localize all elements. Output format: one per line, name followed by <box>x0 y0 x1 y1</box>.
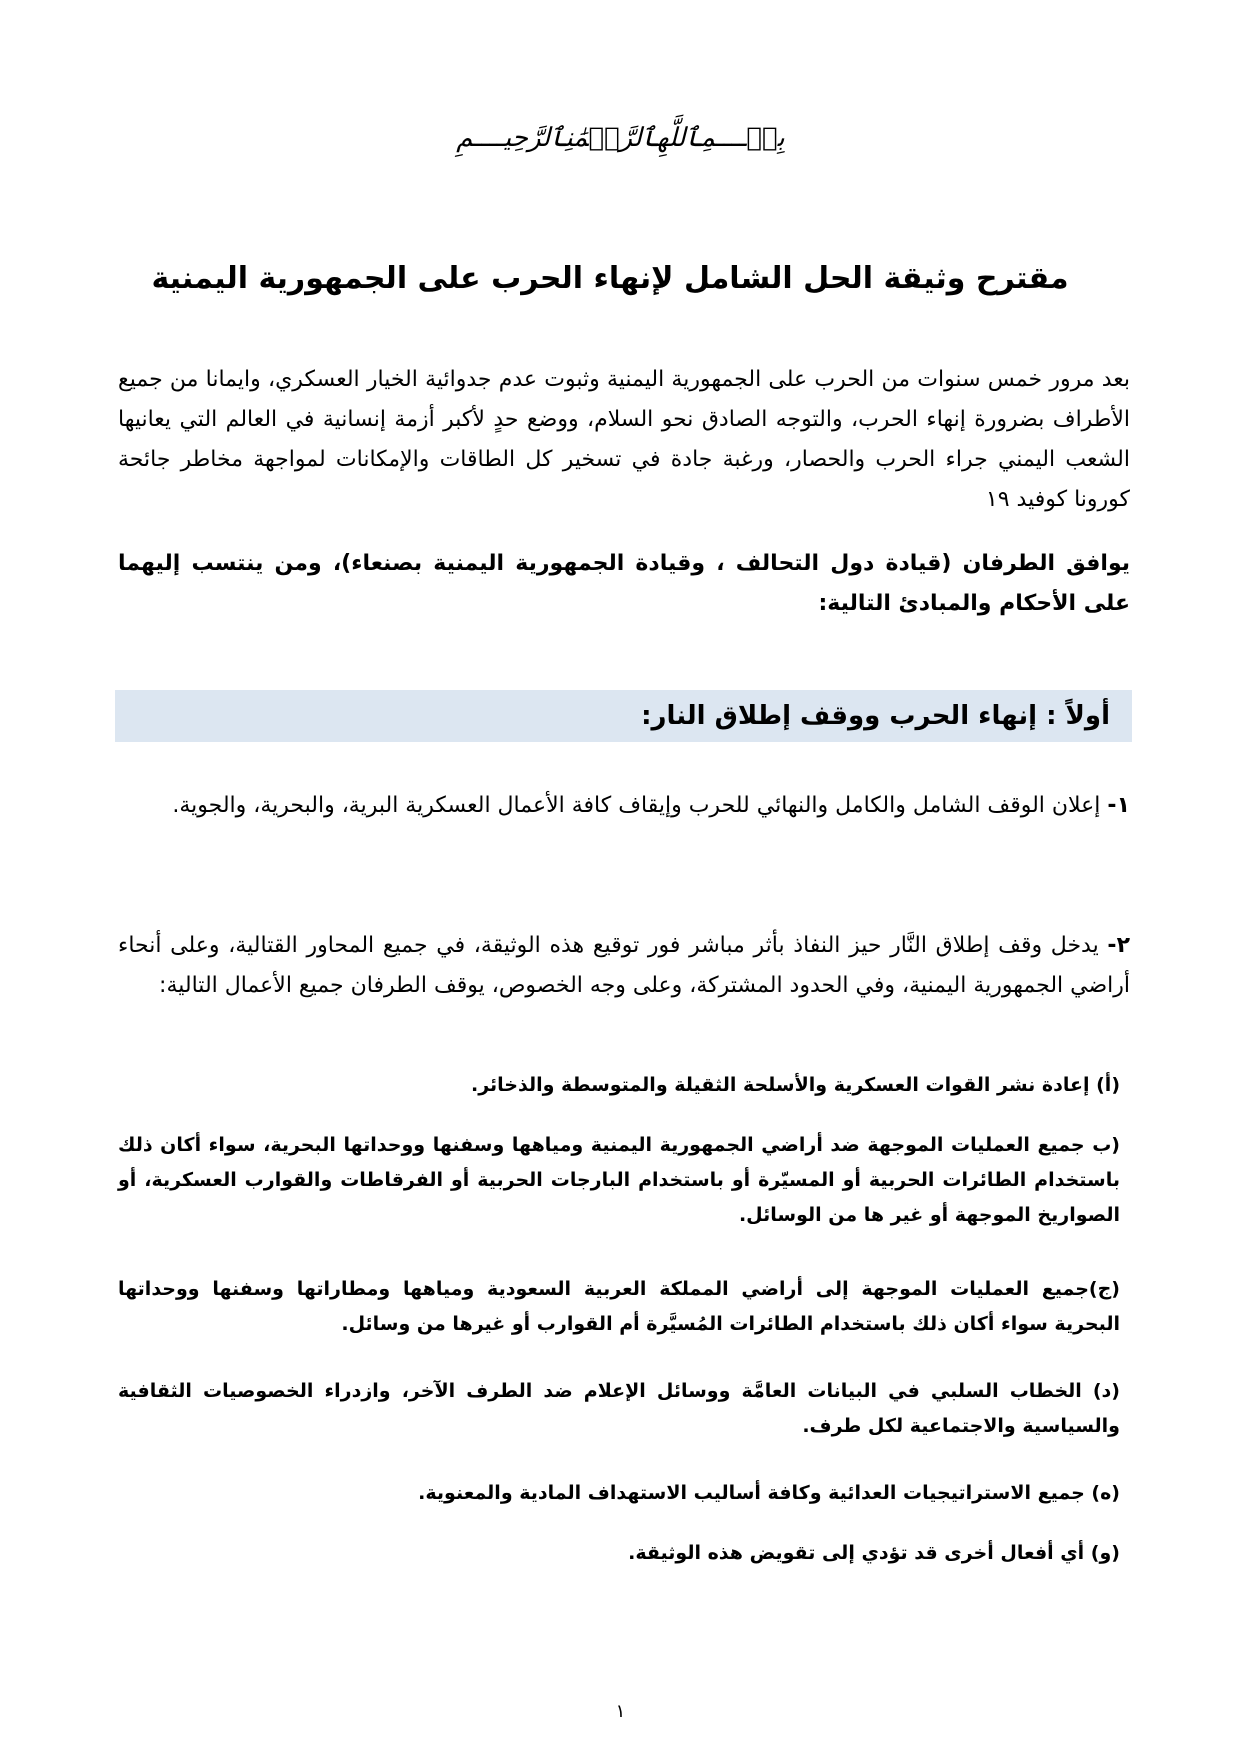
clause-2-subitem-e: (ه) جميع الاستراتيجيات العدائية وكافة أساليب الاستهداف المادية والمعنوية. <box>418 1482 1120 1504</box>
clause-2-subitem-d: (د) الخطاب السلبي في البيانات العامَّة ووسائل الإعلام ضد الطرف الآخر، وازدراء الخصوصيات الثقافية والسياسية والاجتماعية لكل طرف. <box>118 1380 1120 1437</box>
clause-1-text: إعلان الوقف الشامل والكامل والنهائي للحرب وإيقاف كافة الأعمال العسكرية البرية، والبحرية، والجوية. <box>172 793 1108 818</box>
page-number: ١ <box>615 1701 626 1722</box>
clause-2-subitem-a: (أ) إعادة نشر القوات العسكرية والأسلحة الثقيلة والمتوسطة والذخائر. <box>471 1074 1120 1096</box>
section-heading-first: أولاً : إنهاء الحرب ووقف إطلاق النار: <box>641 701 1110 731</box>
clause-1 <box>118 786 1130 826</box>
intro-paragraph: بعد مرور خمس سنوات من الحرب على الجمهورية اليمنية وثبوت عدم جدوائية الخيار العسكري، وايمانا من جميع الأطراف بضرورة إنهاء الحرب، والتوجه الصادق نحو السلام، ووضع حدٍ لأكبر أزمة إنسانية في العالم التي يعانيها الشعب اليمني جراء الحرب والحصار، ورغبة جادة في تسخير كل الطاقات والإمكانات لمواجهة مخاطر جائحة كورونا كوفيد ١٩ <box>118 367 1130 512</box>
clause-2-number: ٢- <box>1107 933 1130 958</box>
clause-2-subitem-f: (و) أي أفعال أخرى قد تؤدي إلى تقويض هذه الوثيقة. <box>628 1542 1120 1564</box>
basmala-header: بِسۡــــمِٱللَّهِٱلرَّحۡمَٰنِٱلرَّحِيــــمِ <box>456 123 785 153</box>
clause-2 <box>118 926 1130 1006</box>
clause-2-text: يدخل وقف إطلاق النَّار حيز النفاذ بأثر مباشر فور توقيع هذه الوثيقة، في جميع المحاور القتالية، وعلى أنحاء أراضي الجمهورية اليمنية، وفي الحدود المشتركة، وعلى وجه الخصوص، يوقف الطرفان جميع الأعمال التالية: <box>118 933 1130 998</box>
clause-1-number: ١- <box>1107 793 1130 818</box>
clause-2-subitem-b: (ب جميع العمليات الموجهة ضد أراضي الجمهورية اليمنية ومياهها وسفنها ووحداتها البحرية، سواء أكان ذلك باستخدام الطائرات الحربية أو المسيّرة أو باستخدام البارجات الحربية أو الفرقاطات والقوارب العسكرية، أو الصواريخ الموجهة أو غير ها من الوسائل. <box>118 1134 1120 1226</box>
parties-agreement-paragraph: يوافق الطرفان (قيادة دول التحالف ، وقيادة الجمهورية اليمنية بصنعاء)، ومن ينتسب إليهما على الأحكام والمبادئ التالية: <box>118 551 1130 616</box>
document-title: مقترح وثيقة الحل الشامل لإنهاء الحرب على الجمهورية اليمنية <box>151 261 1069 296</box>
clause-2-subitem-c: (ج)جميع العمليات الموجهة إلى أراضي المملكة العربية السعودية ومياهها ومطاراتها وسفنها ووحداتها البحرية سواء أكان ذلك باستخدام الطائرات المُسيَّرة أم القوارب أو غيرها من وسائل. <box>118 1278 1120 1335</box>
